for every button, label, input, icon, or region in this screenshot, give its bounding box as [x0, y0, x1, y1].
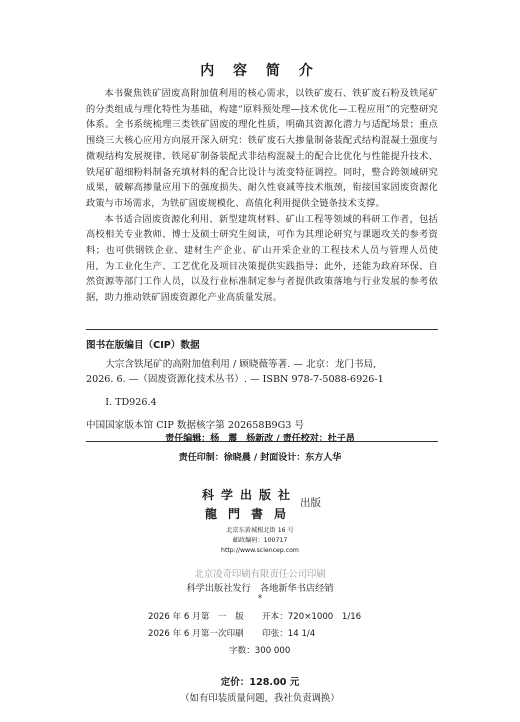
page-title: 内 容 简 介	[200, 63, 320, 79]
cip-classification: Ⅰ. TD926.4	[105, 397, 157, 408]
introduction-section	[86, 86, 438, 306]
intro-paragraph: 本书适合固废资源化利用、新型建筑材料、矿山工程等领域的科研工作者，包括高校相关专业教师、博士及硕士研究生阅读，可作为其理论研究与课题攻关的参考资料；也可供钢铁企业、建材生产企业、矿山开采企业的工程技术人员与管理人员使用，为工业化生产、工艺优化及项目决策提供实践指导；此外，还能为政府环保、自然资源等部门工作人员，以及行业标准制定参与者提供政策落地与行业发展的参考依据，助力推动铁矿固废资源化产业高质量发展。	[86, 213, 438, 304]
printed-sheets: 印张：14 1/4	[262, 629, 316, 639]
edition-row	[0, 609, 520, 626]
page-format: 开本：720×1000 1/16	[262, 612, 362, 622]
credits-row: 责任印制：徐晓晨 / 封面设计：东方人华	[178, 453, 342, 463]
credits-row: 责任编辑：杨 震 杨新改 / 责任校对：杜子昂	[165, 434, 355, 444]
edition-row	[0, 643, 520, 660]
publisher-logo-line: 科学出版社	[202, 488, 298, 502]
cip-record-line: 大宗含铁尾矿的高附加值利用 / 顾晓薇等著. — 北京：龙门书局,	[105, 359, 377, 370]
edition-date: 2026 年 6 月第 一 版	[148, 612, 244, 622]
cip-heading: 图书在版编目（CIP）数据	[86, 340, 200, 351]
edition-row	[0, 626, 520, 643]
publisher-website: http://www.sciencep.com	[221, 547, 299, 554]
cip-divider	[86, 329, 438, 330]
cip-section	[86, 329, 438, 442]
publisher-postcode: 邮政编码：100717	[232, 537, 288, 544]
intro-paragraph: 本书聚焦铁矿固废高附加值利用的核心需求，以铁矿废石、铁矿废石粉及铁尾矿的分类组成与理化特性为基础，构建“原料预处理—技术优化—工程应用”的完整研究体系。全书系统梳理三类铁矿固废的理化性质，明确其资源化潜力与适配场景；重点围绕三大核心应用方向展开深入研究：铁矿废石大掺量制备装配式结构混凝土强度与微观结构发展规律、铁尾矿制备装配式非结构混凝土的配合比优化与性能提升技术、铁尾矿超细粉料制备充填材料的配合比设计与流变特征调控。同时，整合跨领域研究成果，破解高掺量应用下的强度损失、耐久性衰减等技术瓶颈，衔接国家固废资源化政策与市场需求，为铁矿固废规模化、高值化利用提供全链条技术支撑。	[86, 88, 438, 209]
book-price: 定价：128.00 元	[220, 677, 300, 688]
cip-library-number: 中国国家版本馆 CIP 数据核字第 202658B9G3 号	[86, 420, 305, 431]
print-date: 2026 年 6 月第一次印刷	[148, 629, 244, 639]
publisher-suffix: 出版	[300, 497, 321, 509]
publisher-address: 北京东黄城根北街 16 号	[226, 527, 294, 534]
cip-record-line: 2026. 6. —（固废资源化技术丛书）. — ISBN 978-7-5088-6926-1	[86, 374, 384, 385]
publisher-address-block	[0, 526, 520, 556]
word-count: 字数：300 000	[229, 646, 291, 656]
separator-star: *	[258, 594, 262, 603]
quality-notice: （如有印装质量问题，我社负责调换）	[180, 693, 340, 704]
publisher-logo-line: 龍門書局	[205, 507, 298, 521]
printer-line: 北京凌奇印刷有限责任公司印刷	[194, 569, 326, 580]
editorial-credits	[0, 430, 520, 468]
distribution-line: 科学出版社发行 各地新华书店经销	[186, 583, 334, 594]
edition-info	[0, 609, 520, 660]
publisher-logo	[202, 486, 300, 522]
